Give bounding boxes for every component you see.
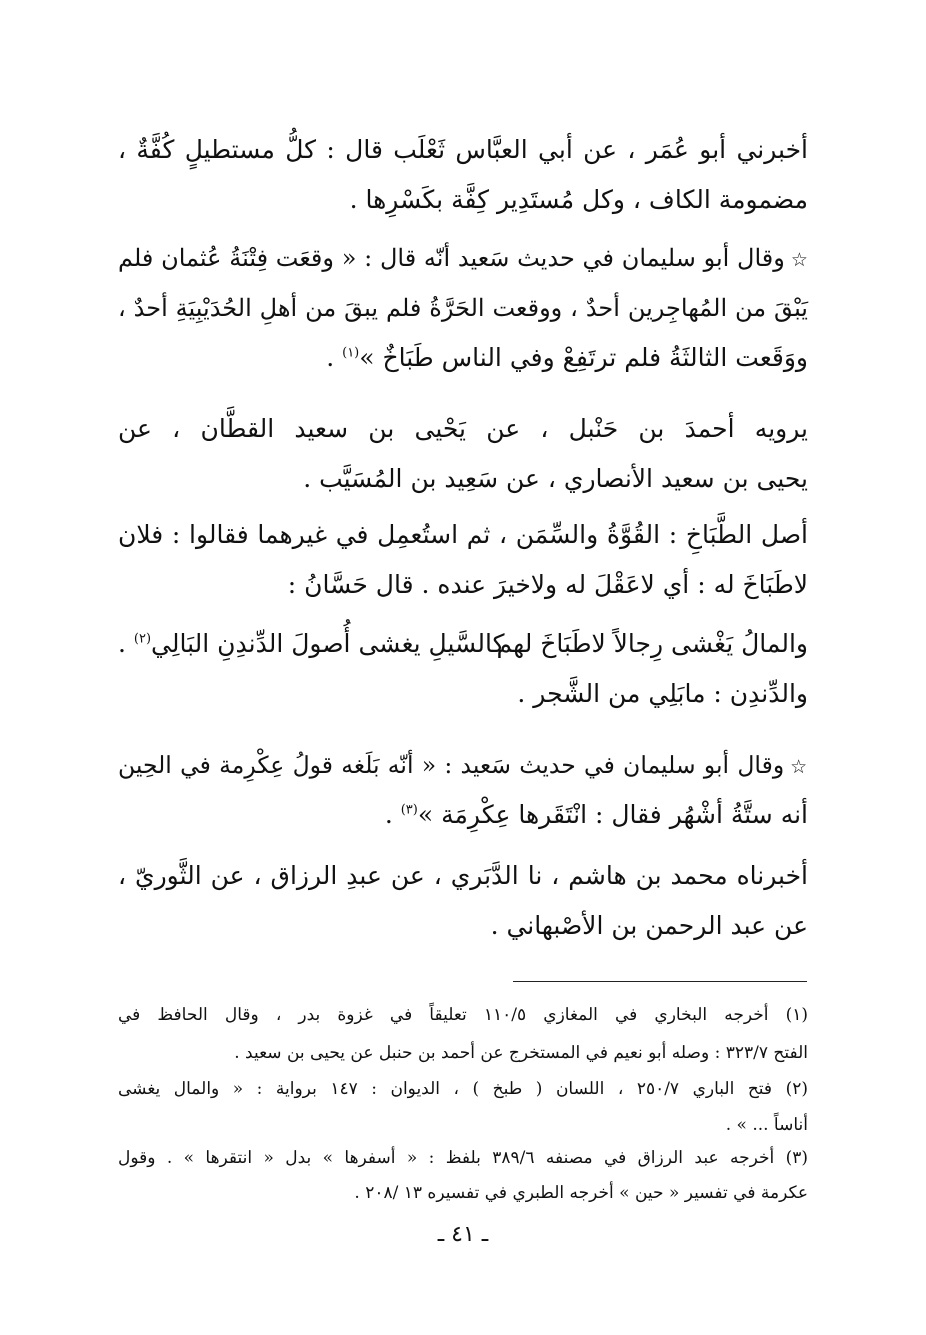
body-text: ووَقَعت الثالثَةُ فلم ترتَفِعْ وفي الناس طَبَاخٌ » [359,343,808,372]
body-line [118,340,808,376]
body-line: مضمومة الكاف ، وكل مُستَدِير كِفَّة بكَسْرِها . [349,185,808,214]
footnote-ref: (٢) [133,631,152,647]
footnote-line: أناساً ... » . [725,1115,808,1135]
footnote-ref: (١) [342,345,360,361]
body-line: يَبْقَ من المُهاجِرين أحدٌ ، ووقعت الحَرَّةُ فلم يبقَ من أهلِ الحُدَيْبِيَةِ أحدٌ ، [118,294,808,322]
body-line: أخبرناه محمد بن هاشم ، نا الدَّبَري ، عن عبدِ الرزاق ، عن الثَّوريّ ، [118,861,808,890]
verse-text: كالسَّيلِ يغشى أُصولَ الدِّندِنِ البَالِي [151,629,505,658]
body-line [118,797,808,833]
body-line [118,240,808,278]
verse-hemistich: والمالُ يَغْشى رِجالاً لاطَبَاخَ لهم [496,629,808,658]
body-text: وقال أبو سليمان في حديث سَعيد : « أنّه بَلَغه قولُ عِكْرِمة في الحِين [118,751,785,779]
body-text: أنه ستَّةُ أشْهُر فقال : انْتَقَرها عِكْرِمَة » [417,800,808,829]
period: . [118,629,134,658]
period: . [326,343,343,372]
footnote-line: (٢) فتح الباري ٢٥٠/٧ ، اللسان ( طبخ ) ، الديوان : ١٤٧ برواية : « والمال يغشى [118,1079,808,1099]
body-line: يرويه أحمدَ بن حَنْبل ، عن يَحْيى بن سعيد القطَّان ، عن [118,414,808,443]
footnote-ref: (٣) [400,802,418,818]
footnote-line: عكرمة في تفسير « حين » أخرجه الطبري في تفسيره ١٣ /٢٠٨ . [354,1183,808,1203]
footnote-line: الفتح ٣٢٣/٧ : وصله أبو نعيم في المستخرج عن أحمد بن حنبل عن يحيى بن سعيد . [234,1043,808,1063]
star-icon: ☆ [790,756,808,778]
body-text: وقال أبو سليمان في حديث سَعيد أنّه قال : « وقعَت فِتْنَةُ عُثمان فلم [118,244,785,272]
body-line: لاطَبَاخَ له : أي لاعَقْلَ له ولاخيرَ عنده . قال حَسَّانُ : [287,570,808,599]
verse-hemistich [118,626,504,662]
body-line: أخبرني أبو عُمَر ، عن أبي العبَّاس ثَعْلَب قال : كلُّ مستطيلٍ كُفَّةٌ ، [118,135,808,164]
body-line: أصل الطَّبَاخِ : القُوَّةُ والسِّمَن ، ثم استُعمِل في غيرهما فقالوا : فلان [118,520,808,549]
body-line: يحيى بن سعيد الأنصاري ، عن سَعِيد بن المُسَيَّب . [303,464,808,493]
body-line: عن عبد الرحمن بن الأصْبهاني . [490,911,808,940]
footnote-line: (٣) أخرجه عبد الرزاق في مصنفه ٣٨٩/٦ بلفظ : « أسفرها » بدل « انتقرها » . وقول [118,1148,808,1168]
body-line [118,747,808,785]
body-line: والدِّندِن : مابَلِي من الشَّجر . [517,679,808,708]
footnote-line: (١) أخرجه البخاري في المغازي ١١٠/٥ تعليقاً في غزوة بدر ، وقال الحافظ في [118,1005,808,1025]
star-icon: ☆ [790,249,808,271]
footnote-separator [513,981,807,982]
period: . [384,800,401,829]
verse-line [118,626,808,662]
page-number: ـ ٤١ ـ [437,1222,489,1247]
